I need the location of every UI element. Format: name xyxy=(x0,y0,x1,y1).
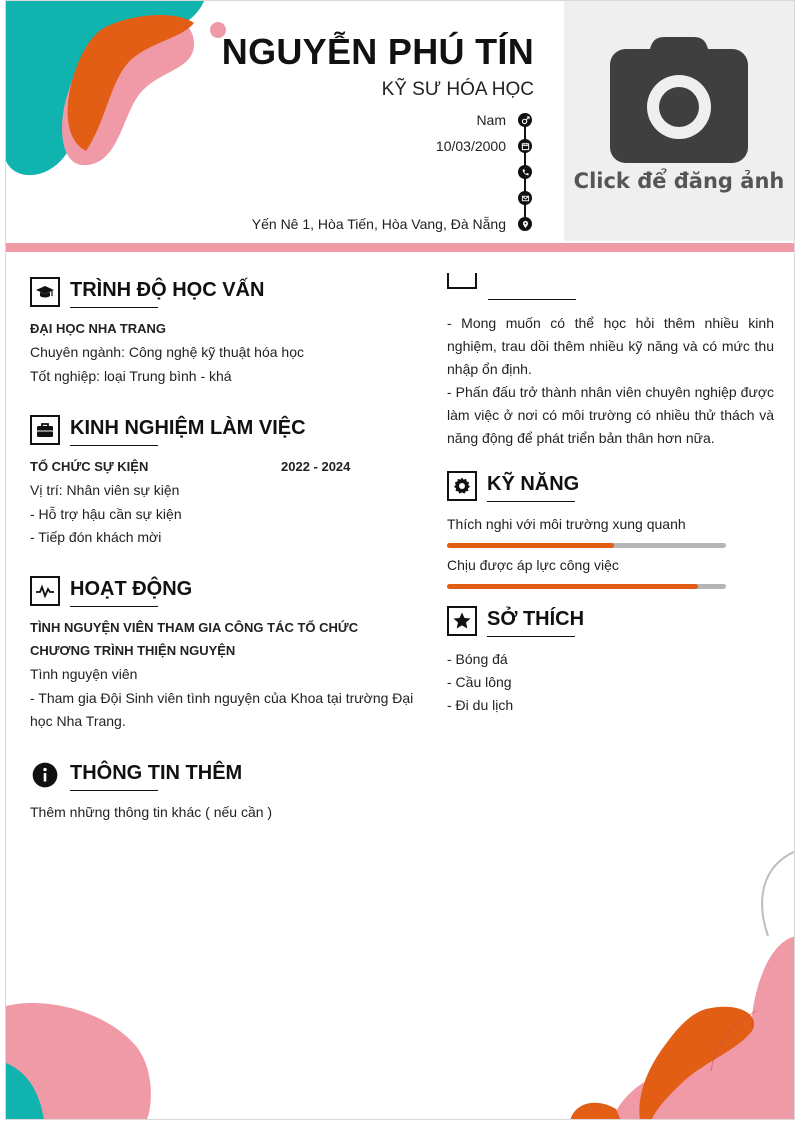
contact-birthdate[interactable] xyxy=(436,136,532,156)
hobby-item: - Cầu lông xyxy=(447,674,512,690)
star-icon xyxy=(447,606,477,636)
pulse-icon xyxy=(30,576,60,606)
graduation-cap-icon xyxy=(30,277,60,307)
objective-paragraph: - Phấn đấu trở thành nhân viên chuyên nghiệp được làm việc ở nơi có môi trường có nhiều thử thách và năng động để phát triển bản thân hơn nữa. xyxy=(447,384,774,446)
experience-task: - Hỗ trợ hậu cần sự kiện xyxy=(30,506,182,522)
skill-label: Thích nghi với môi trường xung quanh xyxy=(447,516,686,532)
contact-email[interactable] xyxy=(506,188,532,208)
gender-icon xyxy=(518,113,532,127)
briefcase-icon xyxy=(30,415,60,445)
extra-heading xyxy=(30,760,242,790)
birthdate-text: 10/03/2000 xyxy=(435,138,506,154)
skills-title: KỸ NĂNG xyxy=(487,473,579,500)
education-major: Chuyên ngành: Công nghệ kỹ thuật hóa học xyxy=(30,344,304,360)
experience-title: KINH NGHIỆM LÀM VIỆC xyxy=(70,417,306,444)
hobbies-title: SỞ THÍCH xyxy=(487,608,584,635)
candidate-name: NGUYỄN PHÚ TÍN xyxy=(221,31,534,72)
gender-text: Nam xyxy=(476,112,506,128)
education-title: TRÌNH ĐỘ HỌC VẤN xyxy=(70,279,264,306)
education-graduation: Tốt nghiệp: loại Trung bình - khá xyxy=(30,368,232,384)
hobby-item: - Bóng đá xyxy=(447,651,508,667)
objective-paragraph: - Mong muốn có thể học hỏi thêm nhiều kinh nghiệm, trau dồi thêm nhiều kỹ năng và có mức thu nhập ổn định. xyxy=(447,315,774,377)
activities-title: HOẠT ĐỘNG xyxy=(70,578,192,605)
gear-icon xyxy=(447,471,477,501)
photo-upload-label: Click để đăng ảnh xyxy=(573,169,785,193)
skills-heading xyxy=(447,471,579,501)
calendar-icon xyxy=(518,139,532,153)
experience-task: - Tiếp đón khách mời xyxy=(30,529,162,545)
bottom-right-decoration xyxy=(556,841,795,1120)
camera-icon xyxy=(610,37,748,163)
phone-icon xyxy=(518,165,532,179)
experience-heading xyxy=(30,415,306,445)
experience-period: 2022 - 2024 xyxy=(281,459,351,474)
target-icon xyxy=(447,273,477,289)
extra-text: Thêm những thông tin khác ( nếu cần ) xyxy=(30,804,273,820)
contact-list xyxy=(132,107,532,233)
hobbies-heading xyxy=(447,606,584,636)
objective-title-underline xyxy=(488,299,576,300)
education-school: ĐẠI HỌC NHA TRANG xyxy=(30,321,167,336)
info-icon xyxy=(30,760,60,790)
skill-bar xyxy=(447,584,726,589)
job-title: KỸ SƯ HÓA HỌC xyxy=(381,79,534,100)
header-divider xyxy=(6,243,795,252)
activities-desc-line2: học Nha Trang. xyxy=(30,713,126,729)
activities-org-line1: TÌNH NGUYỆN VIÊN THAM GIA CÔNG TÁC TỔ CHỨC xyxy=(30,620,359,635)
contact-address[interactable] xyxy=(252,214,532,234)
contact-phone[interactable] xyxy=(506,162,532,182)
extra-title: THÔNG TIN THÊM xyxy=(70,762,242,789)
experience-company: TỔ CHỨC SỰ KIỆN xyxy=(30,459,149,474)
activities-heading xyxy=(30,576,192,606)
skill-bar-fill xyxy=(447,543,614,548)
envelope-icon xyxy=(518,191,532,205)
photo-upload[interactable] xyxy=(564,1,794,241)
experience-position: Vị trí: Nhân viên sự kiện xyxy=(30,482,180,498)
location-pin-icon xyxy=(518,217,532,231)
skill-label: Chịu được áp lực công việc xyxy=(447,557,619,573)
address-text: Yến Nê 1, Hòa Tiến, Hòa Vang, Đà Nẵng xyxy=(251,216,506,232)
objective-heading-clipped xyxy=(447,273,767,301)
activities-role: Tình nguyện viên xyxy=(30,666,138,682)
skill-bar xyxy=(447,543,726,548)
activities-desc-line1: - Tham gia Đội Sinh viên tình nguyện của Khoa tại trường Đại xyxy=(30,690,414,706)
education-heading xyxy=(30,277,264,307)
hobby-item: - Đi du lịch xyxy=(447,697,514,713)
contact-gender[interactable] xyxy=(476,110,532,130)
bottom-left-decoration xyxy=(6,1001,166,1120)
activities-org-line2: CHƯƠNG TRÌNH THIỆN NGUYỆN xyxy=(30,643,236,658)
skill-bar-fill xyxy=(447,584,698,589)
cv-page xyxy=(5,0,795,1120)
